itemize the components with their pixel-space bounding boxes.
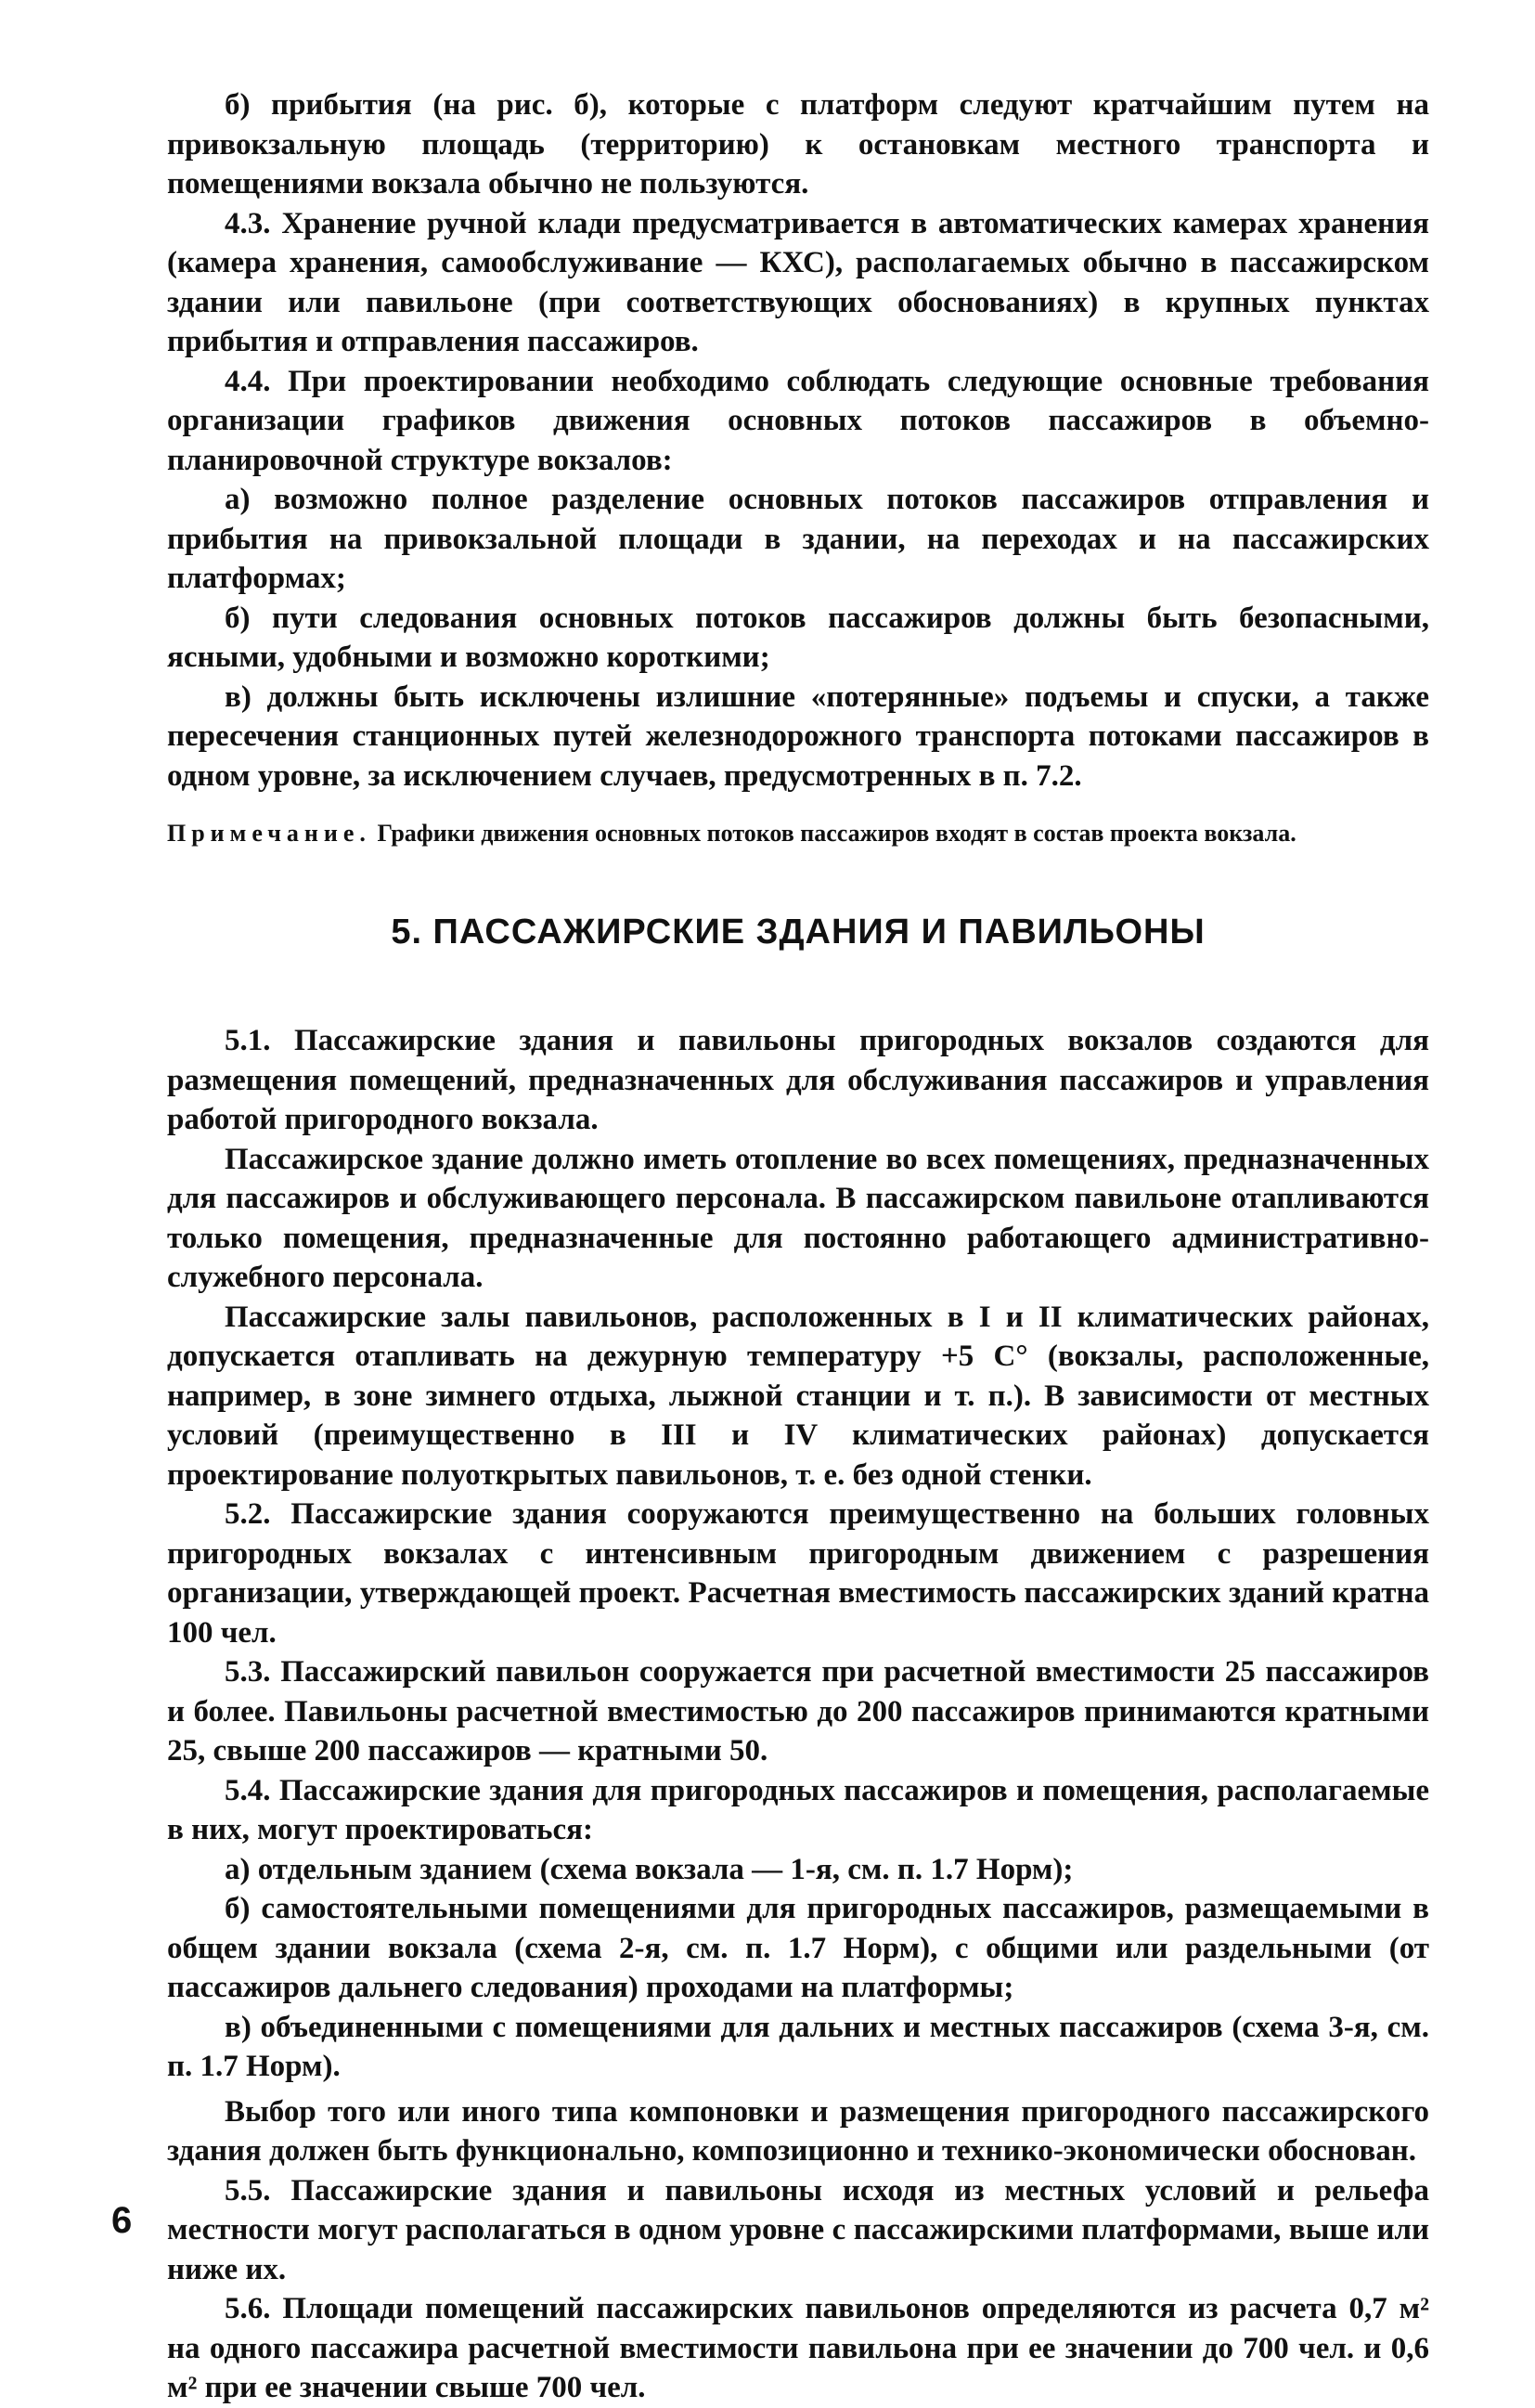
paragraph-4-4-a: а) возможно полное разделение основных потоков пассажиров отправления и прибытия на привокзальной площади в здании, на переходах и на пассажирских платформах; xyxy=(167,483,1429,595)
note-text: Графики движения основных потоков пассажиров входят в состав проекта вокзала. xyxy=(377,820,1296,847)
section-heading: 5. ПАССАЖИРСКИЕ ЗДАНИЯ И ПАВИЛЬОНЫ xyxy=(391,913,1206,952)
paragraph-5-4-choice: Выбор того или иного типа компоновки и размещения пригородного пассажирского здания должен быть функционально, композиционно и технико-экономически обоснован. xyxy=(167,2094,1429,2168)
paragraph-5-4-a: а) отдельным зданием (схема вокзала — 1-я, см. п. 1.7 Норм); xyxy=(225,1852,1074,1886)
paragraph-5-2: 5.2. Пассажирские здания сооружаются преимущественно на больших головных пригородных вокзалах с интенсивным пригородным движением с разрешения организации, утверждающей проект. Расчетная вместимость пассажирских зданий кратна 100 чел. xyxy=(167,1497,1429,1650)
page-number: 6 xyxy=(111,2200,133,2241)
paragraph-arrival: б) прибытия (на рис. б), которые с платформ следуют кратчайшим путем на привокзальную площадь (территорию) к остановкам местного транспорта и помещениями вокзала обычно не пользуются. xyxy=(167,88,1429,201)
paragraph-4-4: 4.4. При проектировании необходимо соблюдать следующие основные требования организации графиков движения основных потоков пассажиров в объемно-планировочной структуре вокзалов: xyxy=(167,364,1429,477)
paragraph-4-4-v: в) должны быть исключены излишние «потерянные» подъемы и спуски, а также пересечения станционных путей железнодорожного транспорта потоками пассажиров в одном уровне, за исключением случаев, предусмотренных в п. 7.2. xyxy=(167,680,1429,793)
paragraph-5-6: 5.6. Площади помещений пассажирских павильонов определяются из расчета 0,7 м² на одного пассажира расчетной вместимости павильона при ее значении до 700 чел. и 0,6 м² при ее значении свыше 700 чел. xyxy=(167,2292,1429,2404)
paragraph-5-1-heating: Пассажирское здание должно иметь отопление во всех помещениях, предназначенных для пассажиров и обслуживающего персонала. В пассажирском павильоне отапливаются только помещения, предназначенные для постоянно работающего административно-служебного персонала. xyxy=(167,1142,1429,1294)
paragraph-5-3: 5.3. Пассажирский павильон сооружается при расчетной вместимости 25 пассажиров и более. Павильоны расчетной вместимостью до 200 пассажиров принимаются кратными 25, свыше 200 пассажиров — кратными 50. xyxy=(167,1655,1429,1767)
paragraph-5-4-b: б) самостоятельными помещениями для пригородных пассажиров, размещаемыми в общем здании вокзала (схема 2-я, см. п. 1.7 Норм), с общими или раздельными (от пассажиров дальнего следования) проходами на платформы; xyxy=(167,1892,1429,2004)
paragraph-5-4: 5.4. Пассажирские здания для пригородных пассажиров и помещения, располагаемые в них, могут проектироваться: xyxy=(167,1773,1429,1846)
paragraph-5-5: 5.5. Пассажирские здания и павильоны исходя из местных условий и рельефа местности могут располагаться в одном уровне с пассажирскими платформами, выше или ниже их. xyxy=(167,2173,1429,2286)
paragraph-5-1: 5.1. Пассажирские здания и павильоны пригородных вокзалов создаются для размещения помещений, предназначенных для обслуживания пассажиров и управления работой пригородного вокзала. xyxy=(167,1024,1429,1136)
paragraph-5-1-halls: Пассажирские залы павильонов, расположенных в I и II климатических районах, допускается отапливать на дежурную температуру +5 С° (вокзалы, расположенные, например, в зоне зимнего отдыха, лыжной станции и т. п.). В зависимости от местных условий (преимущественно в III и IV климатических районах) допускается проектирование полуоткрытых павильонов, т. е. без одной стенки. xyxy=(167,1300,1429,1492)
paragraph-4-4-b: б) пути следования основных потоков пассажиров должны быть безопасными, ясными, удобными и возможно короткими; xyxy=(167,601,1429,674)
note-label: Примечание. xyxy=(167,820,371,847)
paragraph-4-3: 4.3. Хранение ручной клади предусматривается в автоматических камерах хранения (камера хранения, самообслуживание — КХС), располагаемых обычно в пассажирском здании или павильоне (при соответствующих обоснованиях) в крупных пунктах прибытия и отправления пассажиров. xyxy=(167,206,1429,358)
document-page xyxy=(167,85,1429,2408)
note xyxy=(167,820,1429,848)
paragraph-5-4-v: в) объединенными с помещениями для дальних и местных пассажиров (схема 3-я, см. п. 1.7 Норм). xyxy=(167,2010,1429,2083)
